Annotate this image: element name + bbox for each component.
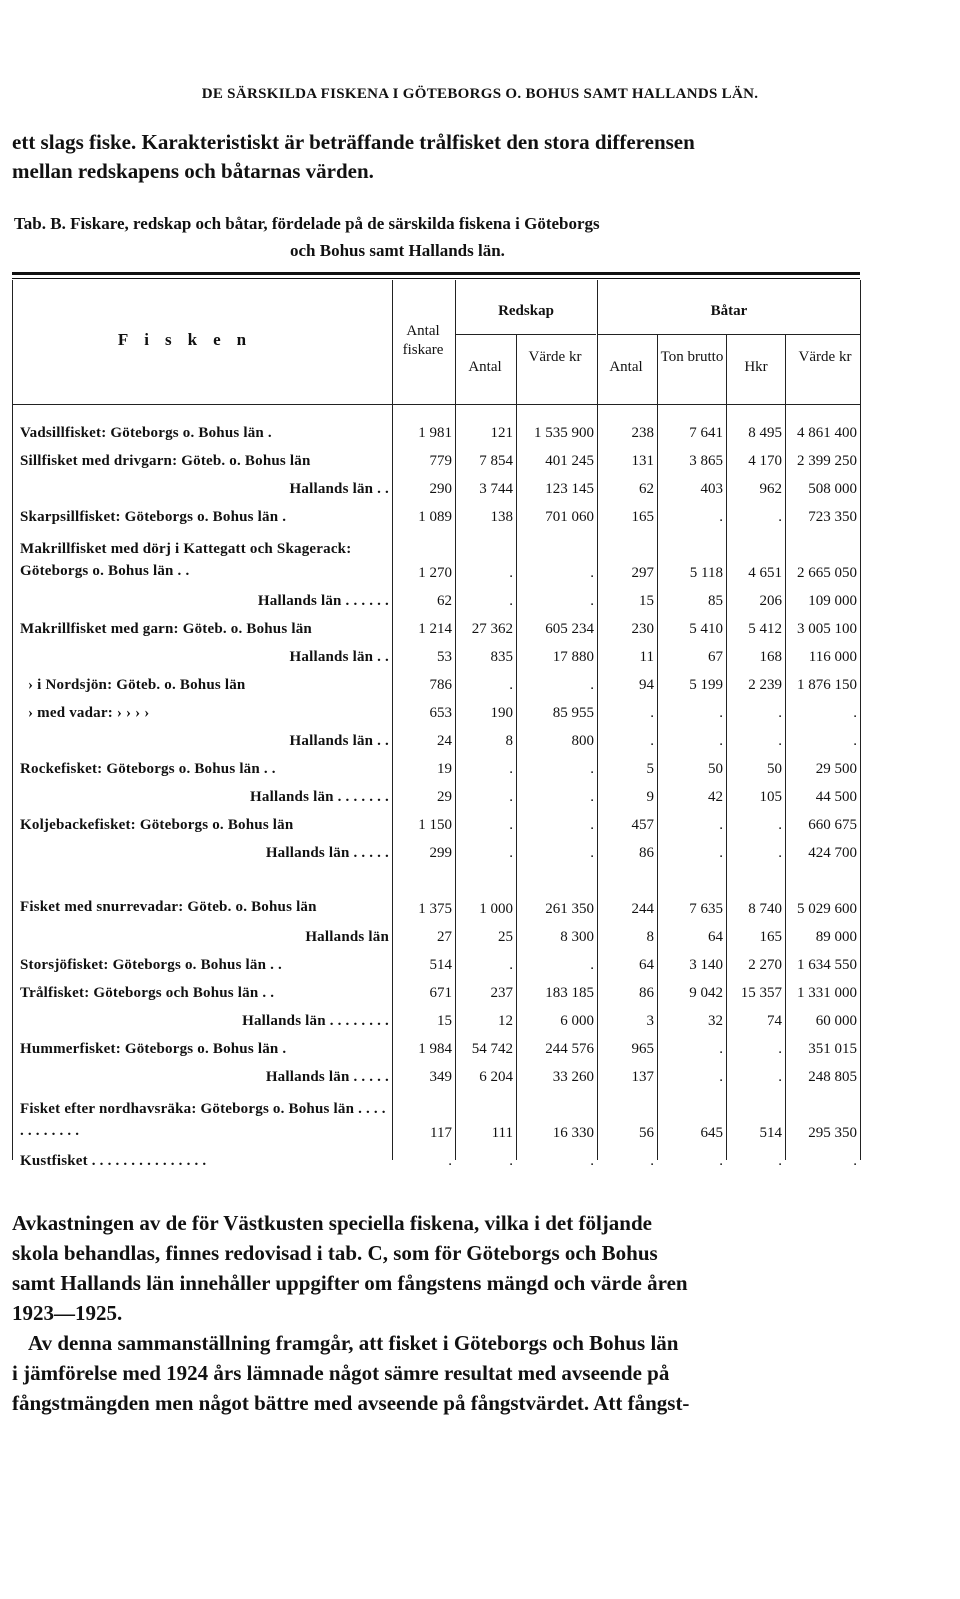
cell-redskap-varde: .	[590, 761, 594, 777]
fishery-table	[12, 414, 860, 1170]
cell-antal-fiskare: 671	[429, 985, 452, 1001]
cell-antal-fiskare: .	[448, 1153, 452, 1169]
cell-antal-fiskare: 1 375	[418, 901, 452, 917]
row-label-text: Hallands län . . . . .	[265, 1069, 389, 1085]
cell-batar-hkr: 165	[759, 929, 782, 945]
row-label	[12, 666, 392, 694]
cell-batar-antal: 137	[631, 1069, 654, 1085]
cell-batar-ton: 5 410	[689, 621, 723, 637]
cell-batar-ton: 7 635	[689, 901, 723, 917]
row-label	[12, 526, 392, 582]
cell-batar-varde: .	[853, 1153, 857, 1169]
cell-antal-fiskare: 779	[429, 453, 452, 469]
header-antal-fiskare: Antal fiskare	[402, 323, 444, 358]
cell-batar-antal: 86	[639, 985, 654, 1001]
cell-redskap-antal: .	[509, 957, 513, 973]
row-label	[12, 1142, 392, 1170]
cell-batar-varde: 2 665 050	[797, 565, 857, 581]
cell-batar-antal: .	[650, 705, 654, 721]
cell-batar-antal: 3	[646, 1013, 654, 1029]
cell-batar-antal: 86	[639, 845, 654, 861]
cell-redskap-varde: 605 234	[545, 621, 594, 637]
cell-batar-hkr: 5 412	[748, 621, 782, 637]
cell-batar-hkr: 4 170	[748, 453, 782, 469]
cell-redskap-varde: 1 535 900	[534, 425, 594, 441]
cell-batar-ton: .	[719, 509, 723, 525]
table-caption	[14, 210, 894, 264]
cell-batar-antal: 131	[631, 453, 654, 469]
row-label	[12, 1058, 392, 1086]
cell-antal-fiskare: 117	[430, 1125, 452, 1141]
paragraph-line: samt Hallands län innehåller uppgifter om fångstens mängd och värde åren	[12, 1271, 688, 1295]
row-label	[12, 862, 392, 918]
cell-batar-ton: 3 140	[689, 957, 723, 973]
cell-batar-ton: 3 865	[689, 453, 723, 469]
cell-redskap-antal: 835	[490, 649, 513, 665]
cell-redskap-antal: 7 854	[479, 453, 513, 469]
cell-redskap-antal: 1 000	[479, 901, 513, 917]
row-label-text: › i Nordsjön: Göteb. o. Bohus län	[28, 677, 246, 693]
intro-paragraph	[12, 128, 892, 186]
row-label-text: Hummerfisket: Göteborgs o. Bohus län .	[20, 1041, 287, 1057]
cell-batar-ton: 7 641	[689, 425, 723, 441]
cell-batar-ton: .	[719, 817, 723, 833]
cell-redskap-antal: .	[509, 761, 513, 777]
cell-redskap-varde: .	[590, 789, 594, 805]
cell-batar-varde: 1 876 150	[797, 677, 857, 693]
header-bottom-rule	[12, 404, 860, 405]
row-label-text: Storsjöfisket: Göteborgs o. Bohus län . .	[20, 957, 282, 973]
cell-batar-varde: 660 675	[808, 817, 857, 833]
table-row	[12, 722, 860, 750]
cell-antal-fiskare: 27	[437, 929, 452, 945]
table-row	[12, 1002, 860, 1030]
table-row	[12, 610, 860, 638]
cell-batar-hkr: 105	[759, 789, 782, 805]
cell-batar-antal: 62	[639, 481, 654, 497]
table-row	[12, 862, 860, 918]
cell-batar-hkr: 4 651	[748, 565, 782, 581]
header-fisken: Fisken	[117, 330, 263, 349]
row-label	[12, 442, 392, 470]
cell-batar-ton: 64	[708, 929, 723, 945]
header-batar-ton: Ton brutto	[660, 349, 724, 365]
row-label-text: Hallands län . .	[289, 481, 389, 497]
cell-redskap-antal: 111	[491, 1125, 513, 1141]
cell-batar-varde: 5 029 600	[797, 901, 857, 917]
header-sub-rule-batar	[598, 334, 860, 335]
cell-batar-ton: 645	[700, 1125, 723, 1141]
cell-redskap-varde: 800	[571, 733, 594, 749]
paragraph-line: Avkastningen av de för Västkusten speciella fiskena, vilka i det följande	[12, 1211, 652, 1235]
cell-batar-antal: 11	[639, 649, 654, 665]
cell-antal-fiskare: 53	[437, 649, 452, 665]
cell-batar-varde: .	[853, 733, 857, 749]
cell-batar-hkr: 2 270	[748, 957, 782, 973]
row-label-text: Hallands län . . . . . . .	[250, 789, 389, 805]
cell-batar-varde: .	[853, 705, 857, 721]
cell-redskap-antal: 237	[490, 985, 513, 1001]
row-label-text: Hallands län . .	[289, 733, 389, 749]
caption-line-2: och Bohus samt Hallands län.	[290, 241, 505, 260]
header-redskap-antal: Antal	[468, 359, 502, 375]
row-label	[12, 1002, 392, 1030]
table-row	[12, 1030, 860, 1058]
cell-antal-fiskare: 62	[437, 593, 452, 609]
row-label-text: Hallands län . . . . . .	[257, 593, 389, 609]
cell-batar-ton: .	[719, 1041, 723, 1057]
intro-line: mellan redskapens och båtarnas värden.	[12, 159, 374, 183]
paragraph-line: skola behandlas, finnes redovisad i tab. C, som för Göteborgs och Bohus	[12, 1241, 658, 1265]
cell-redskap-varde: 261 350	[545, 901, 594, 917]
cell-batar-varde: 508 000	[808, 481, 857, 497]
cell-batar-varde: 29 500	[815, 761, 857, 777]
header-batar-varde: Värde kr	[798, 349, 852, 365]
col-line-right	[860, 280, 861, 1160]
row-label-text: Trålfisket: Göteborgs och Bohus län . .	[20, 985, 275, 1001]
cell-batar-varde: 89 000	[815, 929, 857, 945]
cell-redskap-varde: 8 300	[560, 929, 594, 945]
cell-batar-hkr: 206	[759, 593, 782, 609]
table-row	[12, 498, 860, 526]
cell-batar-antal: 965	[631, 1041, 654, 1057]
row-label-text: Hallands län . . . . . . . .	[242, 1013, 389, 1029]
cell-batar-varde: 424 700	[808, 845, 857, 861]
table-row	[12, 1086, 860, 1142]
row-label-text: Kustfisket . . . . . . . . . . . . . . .	[20, 1153, 207, 1169]
cell-antal-fiskare: 653	[429, 705, 452, 721]
cell-redskap-varde: 123 145	[545, 481, 594, 497]
header-batar-antal: Antal	[609, 359, 643, 375]
cell-redskap-antal: 8	[505, 733, 513, 749]
cell-batar-hkr: 962	[759, 481, 782, 497]
running-head: DE SÄRSKILDA FISKENA I GÖTEBORGS O. BOHUS SAMT HALLANDS LÄN.	[201, 86, 759, 102]
cell-batar-antal: 238	[631, 425, 654, 441]
cell-antal-fiskare: 1 981	[418, 425, 452, 441]
paragraph-line: fångstmängden men något bättre med avseende på fångstvärdet. Att fångst-	[12, 1391, 690, 1415]
cell-batar-ton: 5 199	[689, 677, 723, 693]
cell-batar-ton: .	[719, 733, 723, 749]
cell-redskap-varde: 183 185	[545, 985, 594, 1001]
table-row	[12, 834, 860, 862]
paragraph-line: Av denna sammanställning framgår, att fisket i Göteborgs och Bohus län	[28, 1331, 679, 1355]
cell-batar-hkr: .	[778, 1041, 782, 1057]
table-row	[12, 414, 860, 442]
row-label-text: Skarpsillfisket: Göteborgs o. Bohus län .	[20, 509, 287, 525]
cell-redskap-varde: 85 955	[552, 705, 594, 721]
cell-redskap-varde: .	[590, 817, 594, 833]
row-label-text: Vadsillfisket: Göteborgs o. Bohus län .	[20, 425, 272, 441]
cell-redskap-varde: 244 576	[545, 1041, 594, 1057]
row-label	[12, 498, 392, 526]
cell-antal-fiskare: 1 089	[418, 509, 452, 525]
cell-redskap-varde: 6 000	[560, 1013, 594, 1029]
cell-antal-fiskare: 786	[429, 677, 452, 693]
cell-batar-ton: .	[719, 845, 723, 861]
row-label	[12, 582, 392, 610]
cell-batar-varde: 44 500	[815, 789, 857, 805]
cell-batar-antal: 165	[631, 509, 654, 525]
cell-batar-ton: .	[719, 705, 723, 721]
cell-redskap-varde: .	[590, 593, 594, 609]
table-row	[12, 666, 860, 694]
table-row	[12, 806, 860, 834]
cell-batar-hkr: 15 357	[740, 985, 782, 1001]
cell-batar-ton: 9 042	[689, 985, 723, 1001]
header-redskap-varde: Värde kr	[528, 349, 582, 365]
cell-antal-fiskare: 1 214	[418, 621, 452, 637]
row-label-text: Fisket efter nordhavsräka: Göteborgs o. Bohus län . . . . . . . . . . . .	[20, 1101, 386, 1139]
cell-redskap-antal: 12	[498, 1013, 513, 1029]
cell-antal-fiskare: 1 150	[418, 817, 452, 833]
cell-batar-antal: 15	[639, 593, 654, 609]
cell-batar-ton: 42	[708, 789, 723, 805]
cell-batar-varde: 2 399 250	[797, 453, 857, 469]
table-row	[12, 778, 860, 806]
cell-antal-fiskare: 24	[437, 733, 452, 749]
row-label	[12, 638, 392, 666]
table-row	[12, 946, 860, 974]
table-row	[12, 442, 860, 470]
row-label	[12, 806, 392, 834]
row-label	[12, 974, 392, 1002]
cell-batar-varde: 351 015	[808, 1041, 857, 1057]
cell-batar-ton: 85	[708, 593, 723, 609]
row-label	[12, 414, 392, 442]
cell-redskap-antal: 6 204	[479, 1069, 513, 1085]
cell-redskap-varde: .	[590, 677, 594, 693]
cell-batar-antal: 56	[639, 1125, 654, 1141]
cell-redskap-antal: 27 362	[471, 621, 513, 637]
cell-batar-varde: 116 000	[808, 649, 857, 665]
cell-redskap-antal: .	[509, 677, 513, 693]
cell-redskap-varde: .	[590, 957, 594, 973]
table-row	[12, 582, 860, 610]
cell-redskap-antal: 25	[498, 929, 513, 945]
cell-redskap-varde: 16 330	[552, 1125, 594, 1141]
cell-batar-antal: 244	[631, 901, 654, 917]
row-label	[12, 918, 392, 946]
cell-redskap-antal: .	[509, 845, 513, 861]
row-label-text: Fisket med snurrevadar: Göteb. o. Bohus län	[20, 899, 317, 915]
row-label	[12, 834, 392, 862]
row-label	[12, 694, 392, 722]
row-label-text: Makrillfisket med dörj i Kattegatt och Skagerack: Göteborgs o. Bohus län . .	[20, 541, 352, 579]
cell-redskap-antal: .	[509, 789, 513, 805]
cell-batar-hkr: 50	[767, 761, 782, 777]
cell-redskap-antal: 54 742	[471, 1041, 513, 1057]
cell-batar-varde: 295 350	[808, 1125, 857, 1141]
cell-redskap-antal: .	[509, 817, 513, 833]
cell-batar-ton: 67	[708, 649, 723, 665]
table-row	[12, 974, 860, 1002]
cell-batar-antal: 5	[646, 761, 654, 777]
cell-batar-antal: 8	[646, 929, 654, 945]
cell-antal-fiskare: 29	[437, 789, 452, 805]
cell-antal-fiskare: 349	[429, 1069, 452, 1085]
cell-antal-fiskare: 514	[429, 957, 452, 973]
cell-batar-varde: 60 000	[815, 1013, 857, 1029]
header-batar-hkr: Hkr	[744, 359, 768, 375]
cell-batar-hkr: 2 239	[748, 677, 782, 693]
cell-redskap-varde: 401 245	[545, 453, 594, 469]
cell-batar-antal: 9	[646, 789, 654, 805]
cell-batar-hkr: 74	[767, 1013, 782, 1029]
cell-antal-fiskare: 1 270	[418, 565, 452, 581]
cell-batar-hkr: .	[778, 1153, 782, 1169]
table-body	[12, 414, 860, 1170]
cell-redskap-varde: .	[590, 845, 594, 861]
cell-batar-varde: 1 331 000	[797, 985, 857, 1001]
table-top-rule	[12, 272, 860, 275]
header-batar: Båtar	[710, 303, 748, 319]
row-label	[12, 946, 392, 974]
cell-batar-hkr: 8 495	[748, 425, 782, 441]
row-label-text: Hallands län . .	[289, 649, 389, 665]
cell-antal-fiskare: 290	[429, 481, 452, 497]
cell-batar-varde: 723 350	[808, 509, 857, 525]
row-label	[12, 722, 392, 750]
table-row	[12, 470, 860, 498]
cell-antal-fiskare: 1 984	[418, 1041, 452, 1057]
cell-redskap-antal: .	[509, 593, 513, 609]
table-row	[12, 1142, 860, 1170]
cell-batar-varde: 4 861 400	[797, 425, 857, 441]
table-row	[12, 1058, 860, 1086]
cell-redskap-antal: 138	[490, 509, 513, 525]
cell-batar-antal: .	[650, 733, 654, 749]
table-row	[12, 918, 860, 946]
cell-redskap-antal: 190	[490, 705, 513, 721]
header-sub-rule-redskap	[456, 334, 596, 335]
cell-batar-ton: 32	[708, 1013, 723, 1029]
cell-batar-varde: 3 005 100	[797, 621, 857, 637]
intro-line: ett slags fiske. Karakteristiskt är beträffande trålfisket den stora differensen	[12, 130, 695, 154]
cell-batar-hkr: 168	[759, 649, 782, 665]
cell-redskap-varde: .	[590, 565, 594, 581]
cell-batar-hkr: .	[778, 705, 782, 721]
row-label-text: Rockefisket: Göteborgs o. Bohus län . .	[20, 761, 276, 777]
cell-redskap-antal: 3 744	[479, 481, 513, 497]
row-label	[12, 1086, 392, 1142]
cell-batar-ton: 5 118	[689, 565, 723, 581]
header-redskap: Redskap	[498, 303, 554, 319]
row-label	[12, 1030, 392, 1058]
row-label	[12, 610, 392, 638]
cell-batar-antal: 230	[631, 621, 654, 637]
row-label-text: › med vadar: › › › ›	[28, 705, 150, 721]
row-label-text: Koljebackefisket: Göteborgs o. Bohus län	[20, 817, 294, 833]
cell-batar-antal: 94	[639, 677, 654, 693]
paragraph-line: 1923—1925.	[12, 1301, 123, 1325]
body-paragraph-1	[12, 1208, 892, 1328]
row-label	[12, 778, 392, 806]
table-row	[12, 694, 860, 722]
row-label-text: Sillfisket med drivgarn: Göteb. o. Bohus län	[20, 453, 311, 469]
cell-batar-antal: 457	[631, 817, 654, 833]
cell-batar-varde: 1 634 550	[797, 957, 857, 973]
cell-batar-antal: 297	[631, 565, 654, 581]
cell-batar-ton: .	[719, 1069, 723, 1085]
cell-batar-hkr: 8 740	[748, 901, 782, 917]
row-label	[12, 470, 392, 498]
row-label-text: Makrillfisket med garn: Göteb. o. Bohus län	[20, 621, 312, 637]
cell-batar-ton: 50	[708, 761, 723, 777]
table-top-rule-thin	[12, 278, 860, 279]
table-row	[12, 526, 860, 582]
body-paragraph-2	[12, 1328, 892, 1418]
cell-antal-fiskare: 299	[429, 845, 452, 861]
row-label-text: Hallands län	[305, 929, 389, 945]
row-label	[12, 750, 392, 778]
cell-batar-antal: .	[650, 1153, 654, 1169]
paragraph-line: i jämförelse med 1924 års lämnade något sämre resultat med avseende på	[12, 1361, 670, 1385]
cell-redskap-antal: 121	[490, 425, 513, 441]
cell-batar-hkr: .	[778, 733, 782, 749]
table-row	[12, 638, 860, 666]
cell-redskap-varde: 33 260	[552, 1069, 594, 1085]
caption-line-1: Tab. B. Fiskare, redskap och båtar, fördelade på de särskilda fiskena i Göteborgs	[14, 214, 600, 233]
cell-batar-ton: 403	[700, 481, 723, 497]
cell-redskap-varde: 701 060	[545, 509, 594, 525]
cell-redskap-antal: .	[509, 1153, 513, 1169]
cell-batar-hkr: .	[778, 509, 782, 525]
cell-batar-varde: 248 805	[808, 1069, 857, 1085]
table-row	[12, 750, 860, 778]
cell-batar-varde: 109 000	[808, 593, 857, 609]
cell-batar-ton: .	[719, 1153, 723, 1169]
cell-redskap-antal: .	[509, 565, 513, 581]
cell-redskap-varde: 17 880	[552, 649, 594, 665]
cell-antal-fiskare: 19	[437, 761, 452, 777]
cell-batar-hkr: 514	[759, 1125, 782, 1141]
cell-batar-hkr: .	[778, 845, 782, 861]
cell-antal-fiskare: 15	[437, 1013, 452, 1029]
row-label-text: Hallands län . . . . .	[265, 845, 389, 861]
cell-redskap-varde: .	[590, 1153, 594, 1169]
cell-batar-hkr: .	[778, 817, 782, 833]
cell-batar-antal: 64	[639, 957, 654, 973]
cell-batar-hkr: .	[778, 1069, 782, 1085]
